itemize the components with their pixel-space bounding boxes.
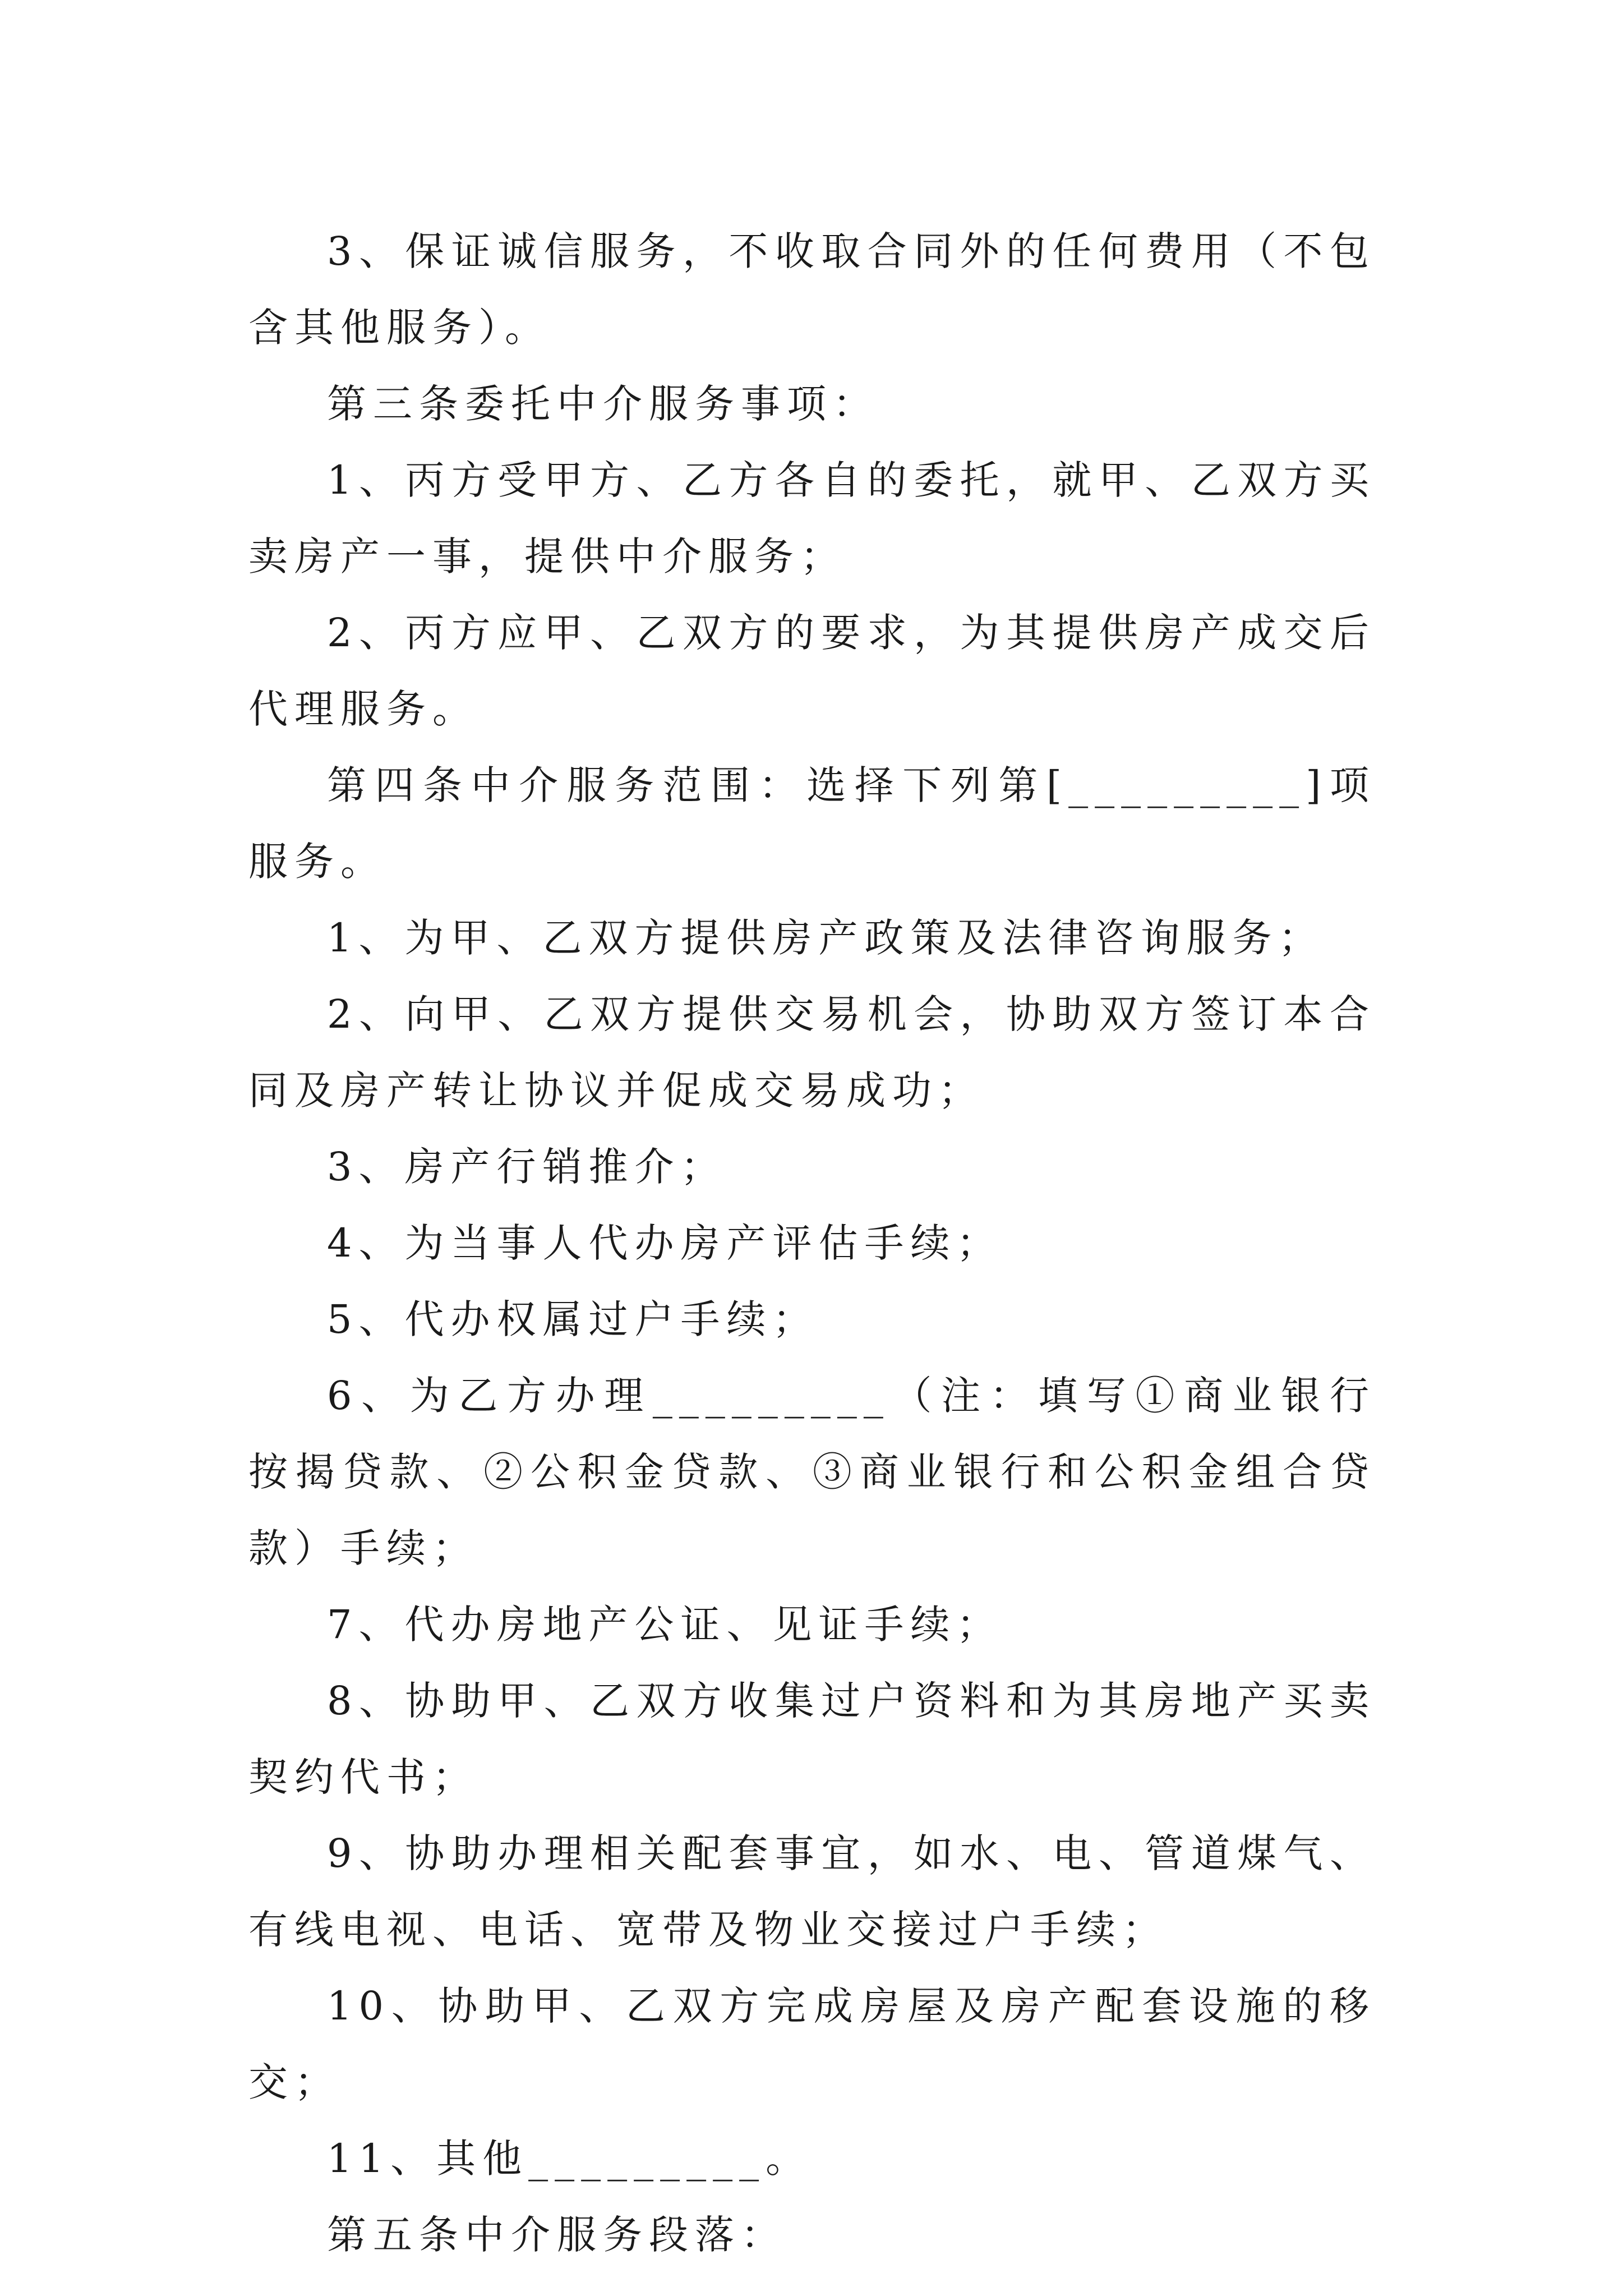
paragraph: 10、协助甲、乙双方完成房屋及房产配套设施的移交； [248, 1983, 1376, 2105]
paragraph: 4、为当事人代办房产评估手续； [327, 1220, 1003, 1266]
paragraph: 2、向甲、乙双方提供交易机会，协助双方签订本合同及房产转让协议并促成交易成功； [248, 991, 1376, 1114]
document-body [248, 213, 1376, 2273]
section-heading: 第四条中介服务范围：选择下列第[_________]项服务。 [248, 762, 1376, 885]
paragraph: 5、代办权属过户手续； [327, 1296, 819, 1342]
paragraph: 11、其他_________。 [327, 2136, 812, 2182]
paragraph: 6、为乙方办理_________（注：填写①商业银行按揭贷款、②公积金贷款、③商业银行和公积金组合贷款）手续； [248, 1373, 1376, 1571]
section-heading: 第五条中介服务段落： [327, 2212, 787, 2258]
paragraph: 1、丙方受甲方、乙方各自的委托，就甲、乙双方买卖房产一事，提供中介服务； [248, 457, 1376, 579]
paragraph: 3、房产行销推介； [327, 1144, 727, 1190]
paragraph: 9、协助办理相关配套事宜，如水、电、管道煤气、有线电视、电话、宽带及物业交接过户手续； [248, 1830, 1376, 1953]
section-heading: 第三条委托中介服务事项： [327, 381, 879, 427]
paragraph: 3、保证诚信服务，不收取合同外的任何费用（不包含其他服务）。 [248, 228, 1376, 351]
paragraph: 2、丙方应甲、乙双方的要求，为其提供房产成交后代理服务。 [248, 610, 1376, 732]
paragraph: 1、为甲、乙双方提供房产政策及法律咨询服务； [327, 915, 1325, 961]
paragraph: 8、协助甲、乙双方收集过户资料和为其房地产买卖契约代书； [248, 1678, 1376, 1800]
paragraph: 7、代办房地产公证、见证手续； [327, 1602, 1003, 1648]
